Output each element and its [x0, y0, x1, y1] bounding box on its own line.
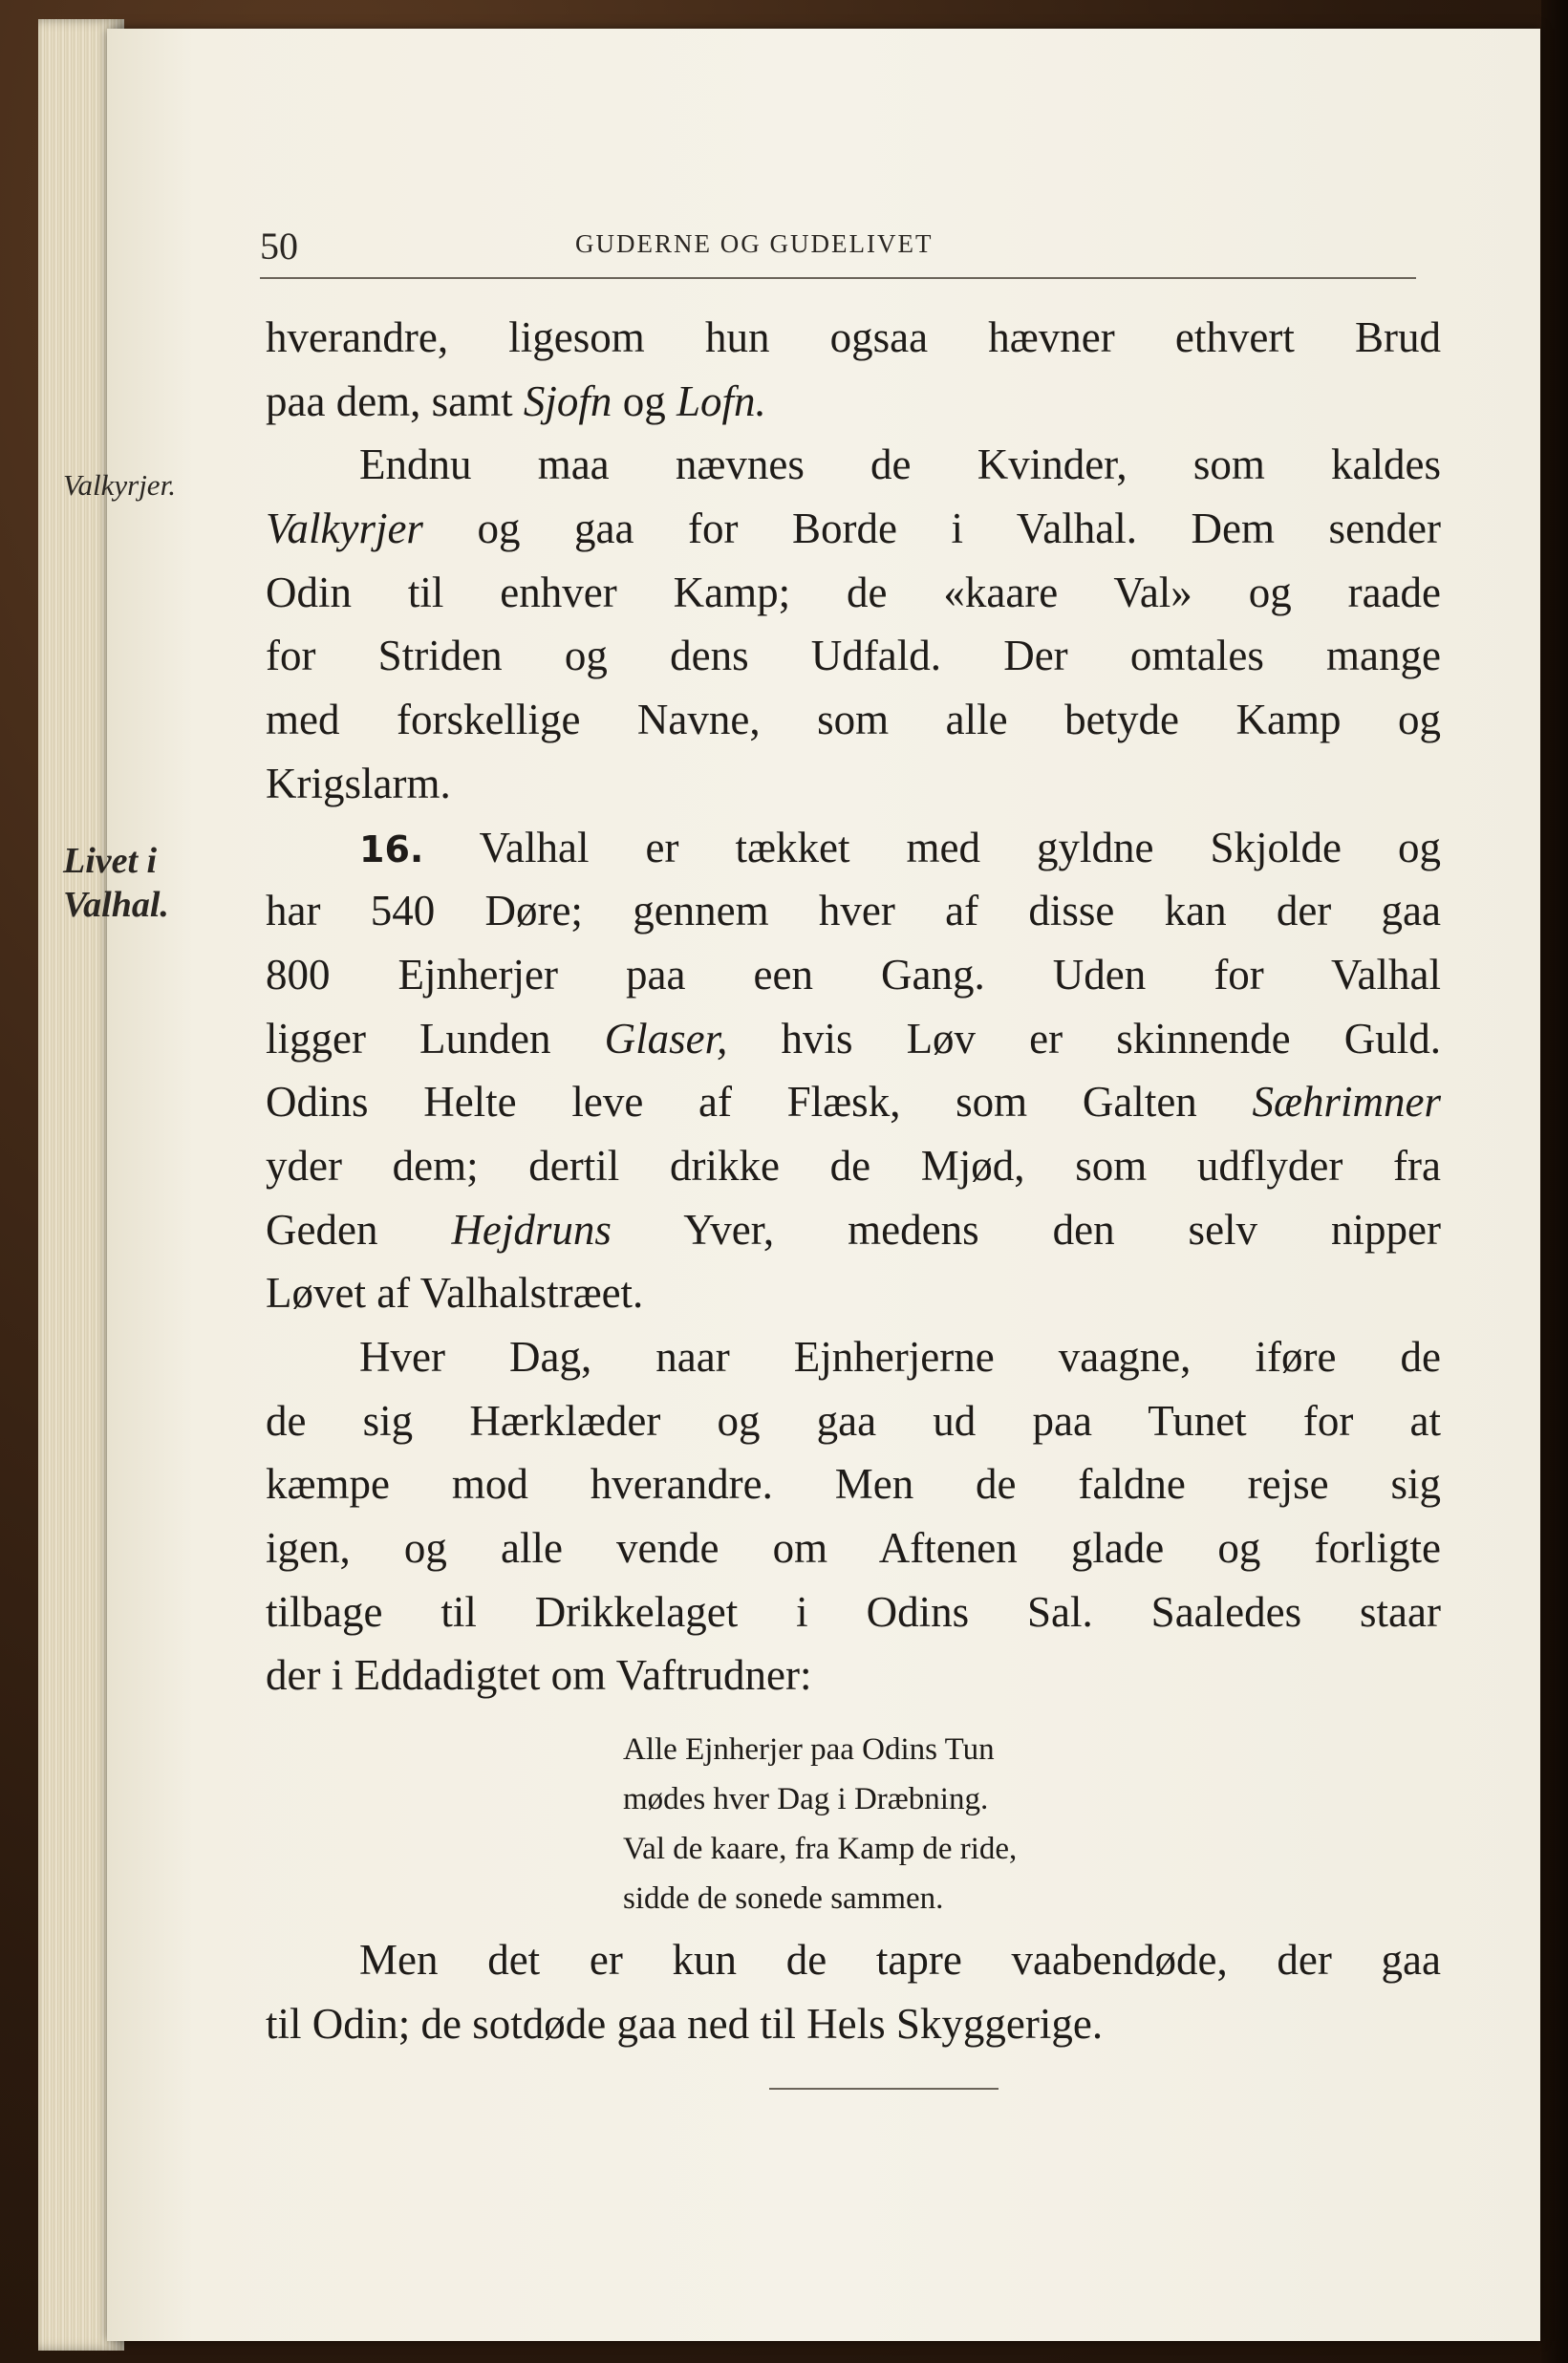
text-line	[266, 497, 1441, 561]
end-rule	[769, 2088, 999, 2090]
text-run: og	[622, 376, 666, 425]
text-run-italic: Sjofn	[523, 376, 612, 425]
verse-line: Alle Ejnherjer paa Odins Tun	[623, 1732, 995, 1767]
book-cover-edge	[1541, 0, 1568, 2363]
body-text	[266, 306, 1441, 1708]
text-line: hverandre, ligesom hun ogsaa hævner ethvert Brud	[266, 313, 1441, 361]
margin-note-valkyrjer: Valkyrjer.	[63, 468, 176, 502]
text-run: Geden	[266, 1205, 378, 1254]
text-line	[266, 816, 1441, 880]
running-title: GUDERNE OG GUDELIVET	[575, 229, 934, 258]
text-line: Odin til enhver Kamp; de «kaare Val» og raade	[266, 568, 1441, 616]
text-line: kæmpe mod hverandre. Men de faldne rejse sig	[266, 1460, 1441, 1509]
text-run: Odins Helte leve af Flæsk, som Galten	[266, 1078, 1197, 1127]
text-run-italic: Hejdruns	[451, 1205, 612, 1254]
page-number: 50	[260, 225, 298, 268]
page-header	[260, 212, 1416, 279]
text-line	[266, 1070, 1441, 1134]
text-line	[266, 1198, 1441, 1262]
verse-line: mødes hver Dag i Dræbning.	[623, 1782, 989, 1816]
margin-note-line: Livet i	[63, 841, 158, 881]
verse-line: sidde de sonede sammen.	[623, 1881, 944, 1916]
text-run: Yver, medens den selv nipper	[683, 1205, 1441, 1254]
margin-note-livet-i-valhal	[63, 839, 169, 927]
text-line: igen, og alle vende om Aftenen glade og forligte	[266, 1524, 1441, 1573]
text-line: yder dem; dertil drikke de Mjød, som udflyder fra	[266, 1141, 1441, 1190]
text-line: tilbage til Drikkelaget i Odins Sal. Saaledes staar	[266, 1587, 1441, 1636]
text-run-italic: Sæhrimner	[1252, 1078, 1442, 1127]
header-rule	[260, 277, 1416, 279]
text-run: hvis Løv er skinnende Guld.	[781, 1014, 1441, 1063]
text-line	[266, 370, 1441, 434]
text-run-italic: Lofn.	[676, 376, 766, 425]
closing-paragraph	[266, 1928, 1441, 2055]
text-line: med forskellige Navne, som alle betyde Kamp og	[266, 696, 1441, 744]
text-run: ligger Lunden	[266, 1014, 551, 1063]
text-line: for Striden og dens Udfald. Der omtales mange	[266, 632, 1441, 680]
text-run-italic: Valkyrjer	[266, 505, 423, 553]
text-line: Men det er kun de tapre vaabendøde, der gaa	[359, 1936, 1441, 1984]
text-line: har 540 Døre; gennem hver af disse kan der gaa	[266, 887, 1441, 935]
text-line: der i Eddadigtet om Vaftrudner:	[266, 1651, 812, 1700]
text-line: 800 Ejnherjer paa een Gang. Uden for Valhal	[266, 950, 1441, 999]
margin-note-line: Valhal.	[63, 885, 169, 925]
text-run: Valhal er tækket med gyldne Skjolde og	[479, 823, 1441, 871]
text-line: til Odin; de sotdøde gaa ned til Hels Skyggerige.	[266, 1999, 1104, 2048]
text-line	[266, 1007, 1441, 1071]
text-line: Hver Dag, naar Ejnherjerne vaagne, iføre de	[359, 1333, 1441, 1381]
text-run: paa dem, samt	[266, 376, 513, 425]
section-number: 16.	[359, 827, 424, 870]
text-run: og gaa for Borde i Valhal. Dem sender	[477, 505, 1441, 553]
text-line: de sig Hærklæder og gaa ud paa Tunet for at	[266, 1396, 1441, 1445]
text-line: Løvet af Valhalstræet.	[266, 1269, 644, 1318]
verse-quote	[623, 1725, 1196, 1923]
text-run-italic: Glaser,	[604, 1014, 728, 1063]
text-line: Krigslarm.	[266, 759, 451, 807]
verse-line: Val de kaare, fra Kamp de ride,	[623, 1832, 1018, 1866]
text-line: Endnu maa nævnes de Kvinder, som kaldes	[359, 440, 1441, 489]
